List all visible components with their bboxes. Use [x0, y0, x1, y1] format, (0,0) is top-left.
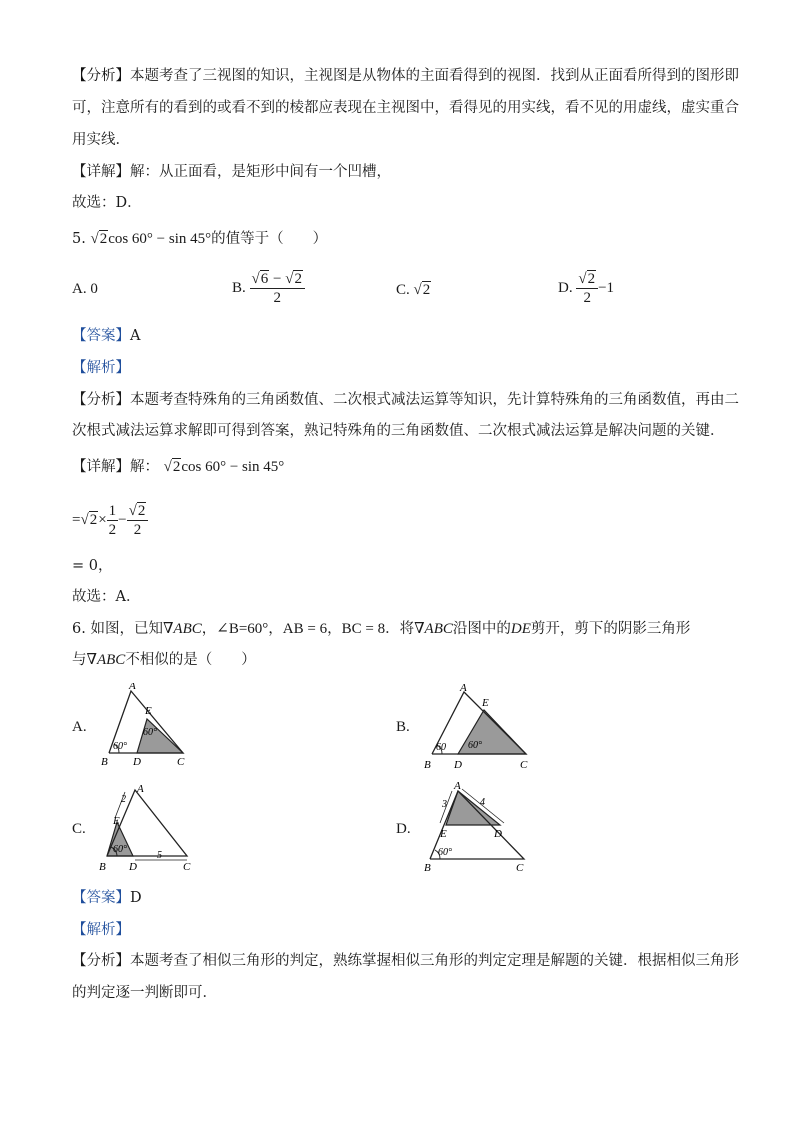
angle-b-label: 60° [438, 847, 452, 858]
q6-figure-c [95, 784, 205, 880]
q5-analysis-line-2: 次根式减法运算求解即可得到答案，熟记特殊角的三角函数值、二次根式减法运算是解决问题的关键． [72, 423, 725, 439]
q6-stem-line-1: 6. 如图，已知∇ABC，∠B=60°，AB = 6，BC = 8．将∇ABC沿图中的DE剪开，剪下的阴影三角形 [72, 621, 691, 637]
length-ad-label: 4 [480, 797, 485, 808]
analysis-tag: 【分析】 [72, 68, 130, 84]
q5-option-a: A. 0 [72, 281, 98, 297]
q6-analysis-line-2: 的判定逐一判断即可． [72, 985, 217, 1001]
vertex-e-label: E [113, 815, 120, 827]
angle-b-label: 60° [113, 844, 127, 855]
angle-b-label: 60 [436, 742, 446, 753]
q6-option-d-label: D. [396, 821, 411, 837]
q5-stem [72, 229, 327, 249]
q5-analysis-line-1: 【分析】本题考查特殊角的三角函数值、二次根式减法运算等知识，先计算特殊角的三角函数值，再由二 [72, 392, 739, 408]
q6-stem-line-2: 与∇ABC不相似的是（ ） [72, 652, 256, 668]
q5-detail: 【详解】解： √2cos 60° − sin 45° [72, 459, 285, 475]
length-ae-label: 3 [442, 799, 447, 810]
q5-option-c: C. √2 [396, 282, 431, 298]
intro-analysis-line-1 [72, 66, 739, 86]
intro-analysis-line-2: 可，注意所有的看到的或看不到的棱都应表现在主视图中，看得见的用实线，看不见的用虚线，虚实重合 [72, 100, 739, 116]
q5-choice: 故选：A． [72, 589, 141, 605]
q5-option-b: B. $\frac{√6 - √2}{2}$ [232, 270, 305, 307]
shaded-triangle [446, 791, 500, 825]
q5-step-1: =√2× $\frac{1}{2}$ − $\frac{√2}{2}$ [72, 500, 148, 540]
q6-figure-d [420, 779, 540, 877]
vertex-c-label: C [520, 759, 528, 771]
vertex-e-label: E [440, 828, 447, 840]
vertex-e-label: E [145, 705, 152, 717]
q5-answer: 【答案】A [72, 328, 141, 344]
vertex-a-label: A [129, 683, 136, 692]
vertex-a-label: A [137, 784, 144, 795]
vertex-c-label: C [177, 756, 185, 768]
q6-figure-a [95, 683, 205, 773]
q6-option-a-label: A. [72, 719, 87, 735]
q6-analysis-line-1: 【分析】本题考查了相似三角形的判定，熟练掌握相似三角形的判定定理是解题的关键．根据相似三角形 [72, 953, 739, 969]
vertex-c-label: C [183, 861, 191, 873]
vertex-a-label: A [460, 682, 467, 694]
angle-e-label: 60° [143, 727, 157, 738]
q5-option-d-fraction: $\frac{√2}{2}$ [576, 270, 598, 307]
vertex-d-label: D [129, 861, 137, 873]
q5-expr: √2cos 60° − sin 45° [90, 231, 212, 247]
intro-analysis-line-3: 用实线． [72, 132, 130, 148]
vertex-d-label: D [133, 756, 141, 768]
q5-stem-suffix: 的值等于（ ） [211, 231, 328, 247]
vertex-b-label: B [99, 861, 106, 873]
q6-option-b-label: B. [396, 719, 410, 735]
detail-text: 解：从正面看，是矩形中间有一个凹槽， [130, 164, 391, 180]
detail-tag: 【详解】 [72, 164, 130, 180]
vertex-b-label: B [424, 759, 431, 771]
angle-b-label: 60° [113, 741, 127, 752]
vertex-d-label: D [454, 759, 462, 771]
analysis-text: 本题考查了三视图的知识，主视图是从物体的主面看得到的视图．找到从正面看所得到的图形即 [130, 68, 739, 84]
q5-number: 5. [72, 231, 86, 247]
q6-option-c-label: C. [72, 821, 86, 837]
q5-option-b-fraction: $\frac{√6 - √2}{2}$ [250, 270, 305, 307]
intro-detail-line [72, 162, 391, 182]
vertex-a-label: A [454, 780, 461, 792]
q6-answer: 【答案】D [72, 890, 142, 906]
vertex-c-label: C [516, 862, 524, 873]
q5-option-d: D. $\frac{√2}{2}$ −1 [558, 271, 615, 306]
vertex-d-label: D [494, 828, 502, 840]
vertex-b-label: B [424, 862, 431, 873]
intro-choice: 故选：D． [72, 195, 142, 211]
length-ae-label: 2 [121, 794, 126, 805]
angle-d-label: 60° [468, 740, 482, 751]
q6-jiexi-tag: 【解析】 [72, 922, 130, 938]
q5-step-2: = 0， [72, 558, 113, 574]
length-dc-label: 5 [157, 850, 162, 861]
q6-figure-b [420, 680, 550, 776]
q5-jiexi-tag: 【解析】 [72, 360, 130, 376]
vertex-b-label: B [101, 756, 108, 768]
vertex-e-label: E [482, 697, 489, 709]
